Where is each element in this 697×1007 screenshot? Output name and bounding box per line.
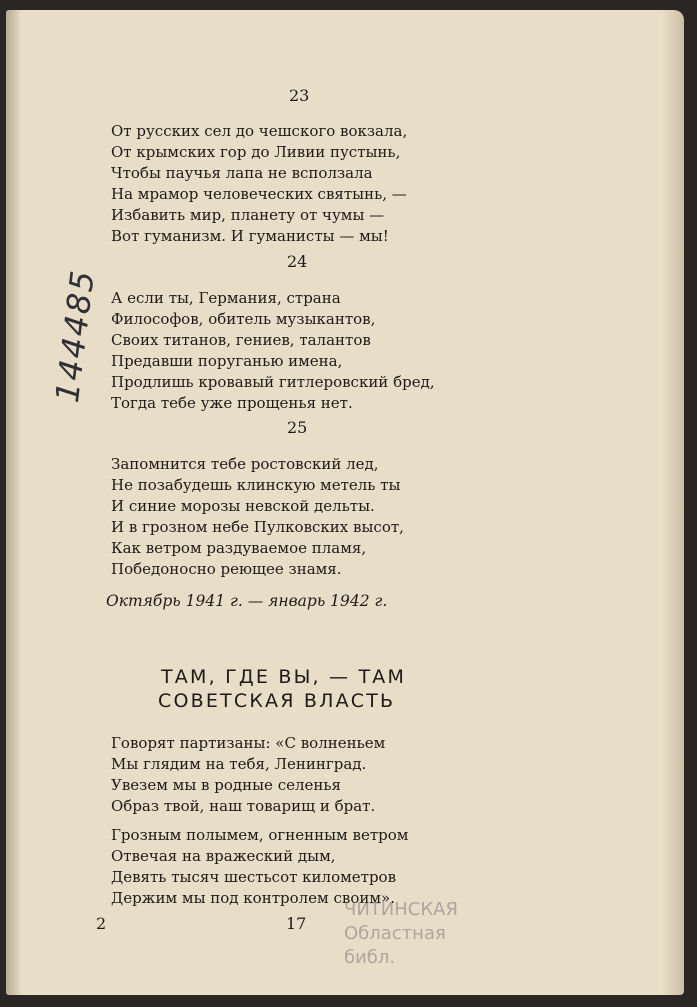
verse-line: Девять тысяч шестьсот километров bbox=[111, 868, 397, 886]
page-edge-shadow bbox=[662, 10, 684, 995]
verse-line: Вот гуманизм. И гуманисты — мы! bbox=[111, 227, 389, 245]
verse-line: И синие морозы невской дельты. bbox=[111, 497, 375, 515]
verse-line: Чтобы паучья лапа не всползала bbox=[111, 164, 373, 182]
verse-line: Как ветром раздуваемое пламя, bbox=[111, 539, 367, 557]
verse-line: Говорят партизаны: «С волненьем bbox=[111, 734, 386, 752]
poem-title-line: ТАМ, ГДЕ ВЫ, — ТАМ bbox=[161, 666, 407, 688]
verse-line: Не позабудешь клинскую метель ты bbox=[111, 476, 401, 494]
verse-line: От русских сел до чешского вокзала, bbox=[111, 122, 408, 140]
poem-title-line: СОВЕТСКАЯ ВЛАСТЬ bbox=[158, 690, 396, 712]
verse-line: Победоносно реющее знамя. bbox=[111, 560, 342, 578]
page-gutter bbox=[6, 10, 20, 995]
verse-line: Тогда тебе уже прощенья нет. bbox=[111, 394, 353, 412]
verse-line: Увезем мы в родные селенья bbox=[111, 776, 342, 794]
page-number: 17 bbox=[286, 914, 307, 933]
verse-line: От крымских гор до Ливии пустынь, bbox=[111, 143, 401, 161]
section-number: 24 bbox=[287, 252, 308, 271]
verse-line: На мрамор человеческих святынь, — bbox=[111, 185, 407, 203]
verse-line: А если ты, Германия, страна bbox=[111, 289, 341, 307]
verse-line: Предавши поруганью имена, bbox=[111, 352, 343, 370]
verse-line: Образ твой, наш товарищ и брат. bbox=[111, 797, 376, 815]
book-page bbox=[6, 10, 684, 995]
stamp-line: Областная bbox=[344, 923, 446, 944]
library-stamp bbox=[344, 898, 500, 990]
section-number: 23 bbox=[289, 86, 310, 105]
verse-line: И в грозном небе Пулковских высот, bbox=[111, 518, 404, 536]
verse-line: Запомнится тебе ростовский лед, bbox=[111, 455, 379, 473]
verse-line: Продлишь кровавый гитлеровский бред, bbox=[111, 373, 435, 391]
stamp-line: библ. bbox=[344, 947, 396, 968]
verse-line: Грозным полымем, огненным ветром bbox=[111, 826, 409, 844]
stamp-line: ЧИТИНСКАЯ bbox=[344, 899, 458, 920]
verse-line: Держим мы под контролем своим». bbox=[111, 889, 395, 907]
verse-line: Своих титанов, гениев, талантов bbox=[111, 331, 371, 349]
signature-mark: 2 bbox=[96, 914, 107, 933]
poem-date: Октябрь 1941 г. — январь 1942 г. bbox=[106, 592, 388, 610]
handwritten-note: 144485 bbox=[48, 266, 103, 405]
verse-line: Отвечая на вражеский дым, bbox=[111, 847, 336, 865]
verse-line: Философов, обитель музыкантов, bbox=[111, 310, 376, 328]
verse-line: Избавить мир, планету от чумы — bbox=[111, 206, 385, 224]
verse-line: Мы глядим на тебя, Ленинград. bbox=[111, 755, 367, 773]
section-number: 25 bbox=[287, 418, 308, 437]
